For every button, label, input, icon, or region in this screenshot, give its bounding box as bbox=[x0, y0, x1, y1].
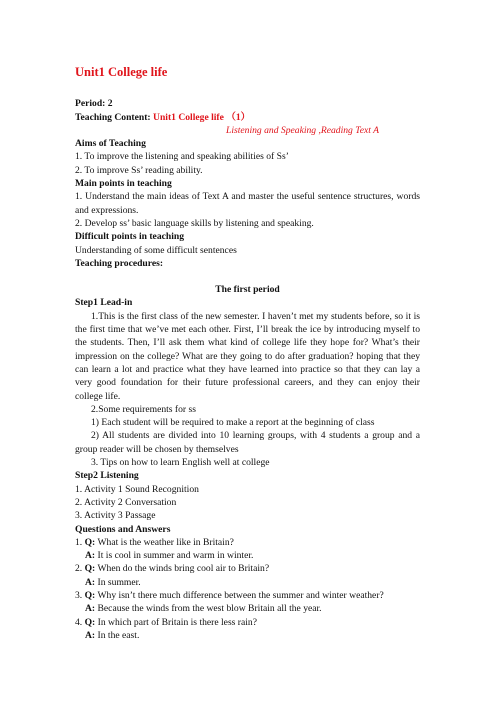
main-points-heading: Main points in teaching bbox=[75, 178, 172, 190]
qa-number: 1. bbox=[75, 536, 85, 548]
qa-answer bbox=[75, 549, 420, 562]
teaching-content-line bbox=[75, 111, 420, 124]
main-point-item: 1. Understand the main ideas of Text A and master the useful sentence structures, words and expressions. bbox=[75, 191, 420, 216]
q-label: Q: bbox=[84, 589, 96, 601]
q-text: When do the winds bring cool air to Britain? bbox=[95, 563, 270, 575]
qa-heading: Questions and Answers bbox=[75, 523, 171, 535]
q-text: In which part of Britain is there less rain? bbox=[95, 616, 257, 628]
a-text: In summer. bbox=[95, 576, 141, 588]
qa-question bbox=[75, 589, 420, 602]
qa-answer bbox=[75, 576, 420, 589]
q-text: What is the weather like in Britain? bbox=[95, 536, 234, 548]
qa-answer bbox=[75, 602, 420, 615]
qa-number: 4. bbox=[75, 616, 85, 628]
aim-item: 2. To improve Ss’ reading ability. bbox=[75, 164, 203, 176]
a-label: A: bbox=[85, 629, 96, 641]
a-text: Because the winds from the west blow Britain all the year. bbox=[95, 603, 322, 615]
qa-number: 2. bbox=[75, 563, 85, 575]
teaching-content-value: Unit1 College life （1） bbox=[153, 111, 251, 123]
q-label: Q: bbox=[84, 563, 96, 575]
aims-heading: Aims of Teaching bbox=[75, 138, 146, 150]
q-text: Why isn’t there much difference between the summer and winter weather? bbox=[95, 589, 384, 601]
step1-paragraph: 1.This is the first class of the new semester. I haven’t met my students before, so it is the first time that we’ve met each other. First, I’ll break the ice by introducing myself to the students. Then, I’ll ask them what kind of college life they hope for? What’s their impression on the college? What are they going to do after graduation? hoping that they can learn a lot and practice what they have learned into practice so that they can lay a very good foundation for their future professional careers, and they can enjoy their college life. bbox=[75, 310, 420, 402]
step1-item: 2.Some requirements for ss bbox=[91, 403, 196, 415]
document-title: Unit1 College life bbox=[75, 65, 168, 79]
step2-heading: Step2 Listening bbox=[75, 470, 139, 482]
qa-number: 3. bbox=[75, 589, 85, 601]
step1-heading: Step1 Lead-in bbox=[75, 297, 133, 309]
step1-item: 1) Each student will be required to make a report at the beginning of class bbox=[91, 417, 375, 429]
qa-list bbox=[75, 536, 420, 642]
qa-question bbox=[75, 616, 420, 629]
main-point-item: 2. Develop ss’ basic language skills by listening and speaking. bbox=[75, 217, 314, 229]
period-line: Period: 2 bbox=[75, 98, 113, 110]
a-text: It is cool in summer and warm in winter. bbox=[95, 550, 254, 562]
section-subtitle: Listening and Speaking ,Reading Text A bbox=[226, 124, 379, 136]
a-text: In the east. bbox=[95, 629, 140, 641]
aim-item: 1. To improve the listening and speaking abilities of Ss’ bbox=[75, 151, 289, 163]
a-label: A: bbox=[85, 603, 96, 615]
teaching-content-label: Teaching Content: bbox=[75, 111, 154, 123]
step1-item: 3. Tips on how to learn English well at college bbox=[91, 457, 270, 469]
step2-item: 3. Activity 3 Passage bbox=[75, 510, 156, 522]
a-label: A: bbox=[85, 576, 96, 588]
difficult-heading: Difficult points in teaching bbox=[75, 231, 185, 243]
step1-item: 2) All students are divided into 10 learning groups, with 4 students a group and a group reader will be chosen by themselves bbox=[75, 430, 420, 455]
step2-item: 2. Activity 2 Conversation bbox=[75, 496, 177, 508]
q-label: Q: bbox=[84, 616, 96, 628]
q-label: Q: bbox=[84, 536, 96, 548]
document-page bbox=[75, 66, 420, 642]
qa-question bbox=[75, 536, 420, 549]
difficult-text: Understanding of some difficult sentences bbox=[75, 244, 237, 256]
qa-question bbox=[75, 562, 420, 575]
first-period-heading: The first period bbox=[215, 284, 280, 296]
qa-answer bbox=[75, 629, 420, 642]
a-label: A: bbox=[85, 550, 96, 562]
procedures-heading: Teaching procedures: bbox=[75, 257, 164, 269]
step2-item: 1. Activity 1 Sound Recognition bbox=[75, 483, 199, 495]
